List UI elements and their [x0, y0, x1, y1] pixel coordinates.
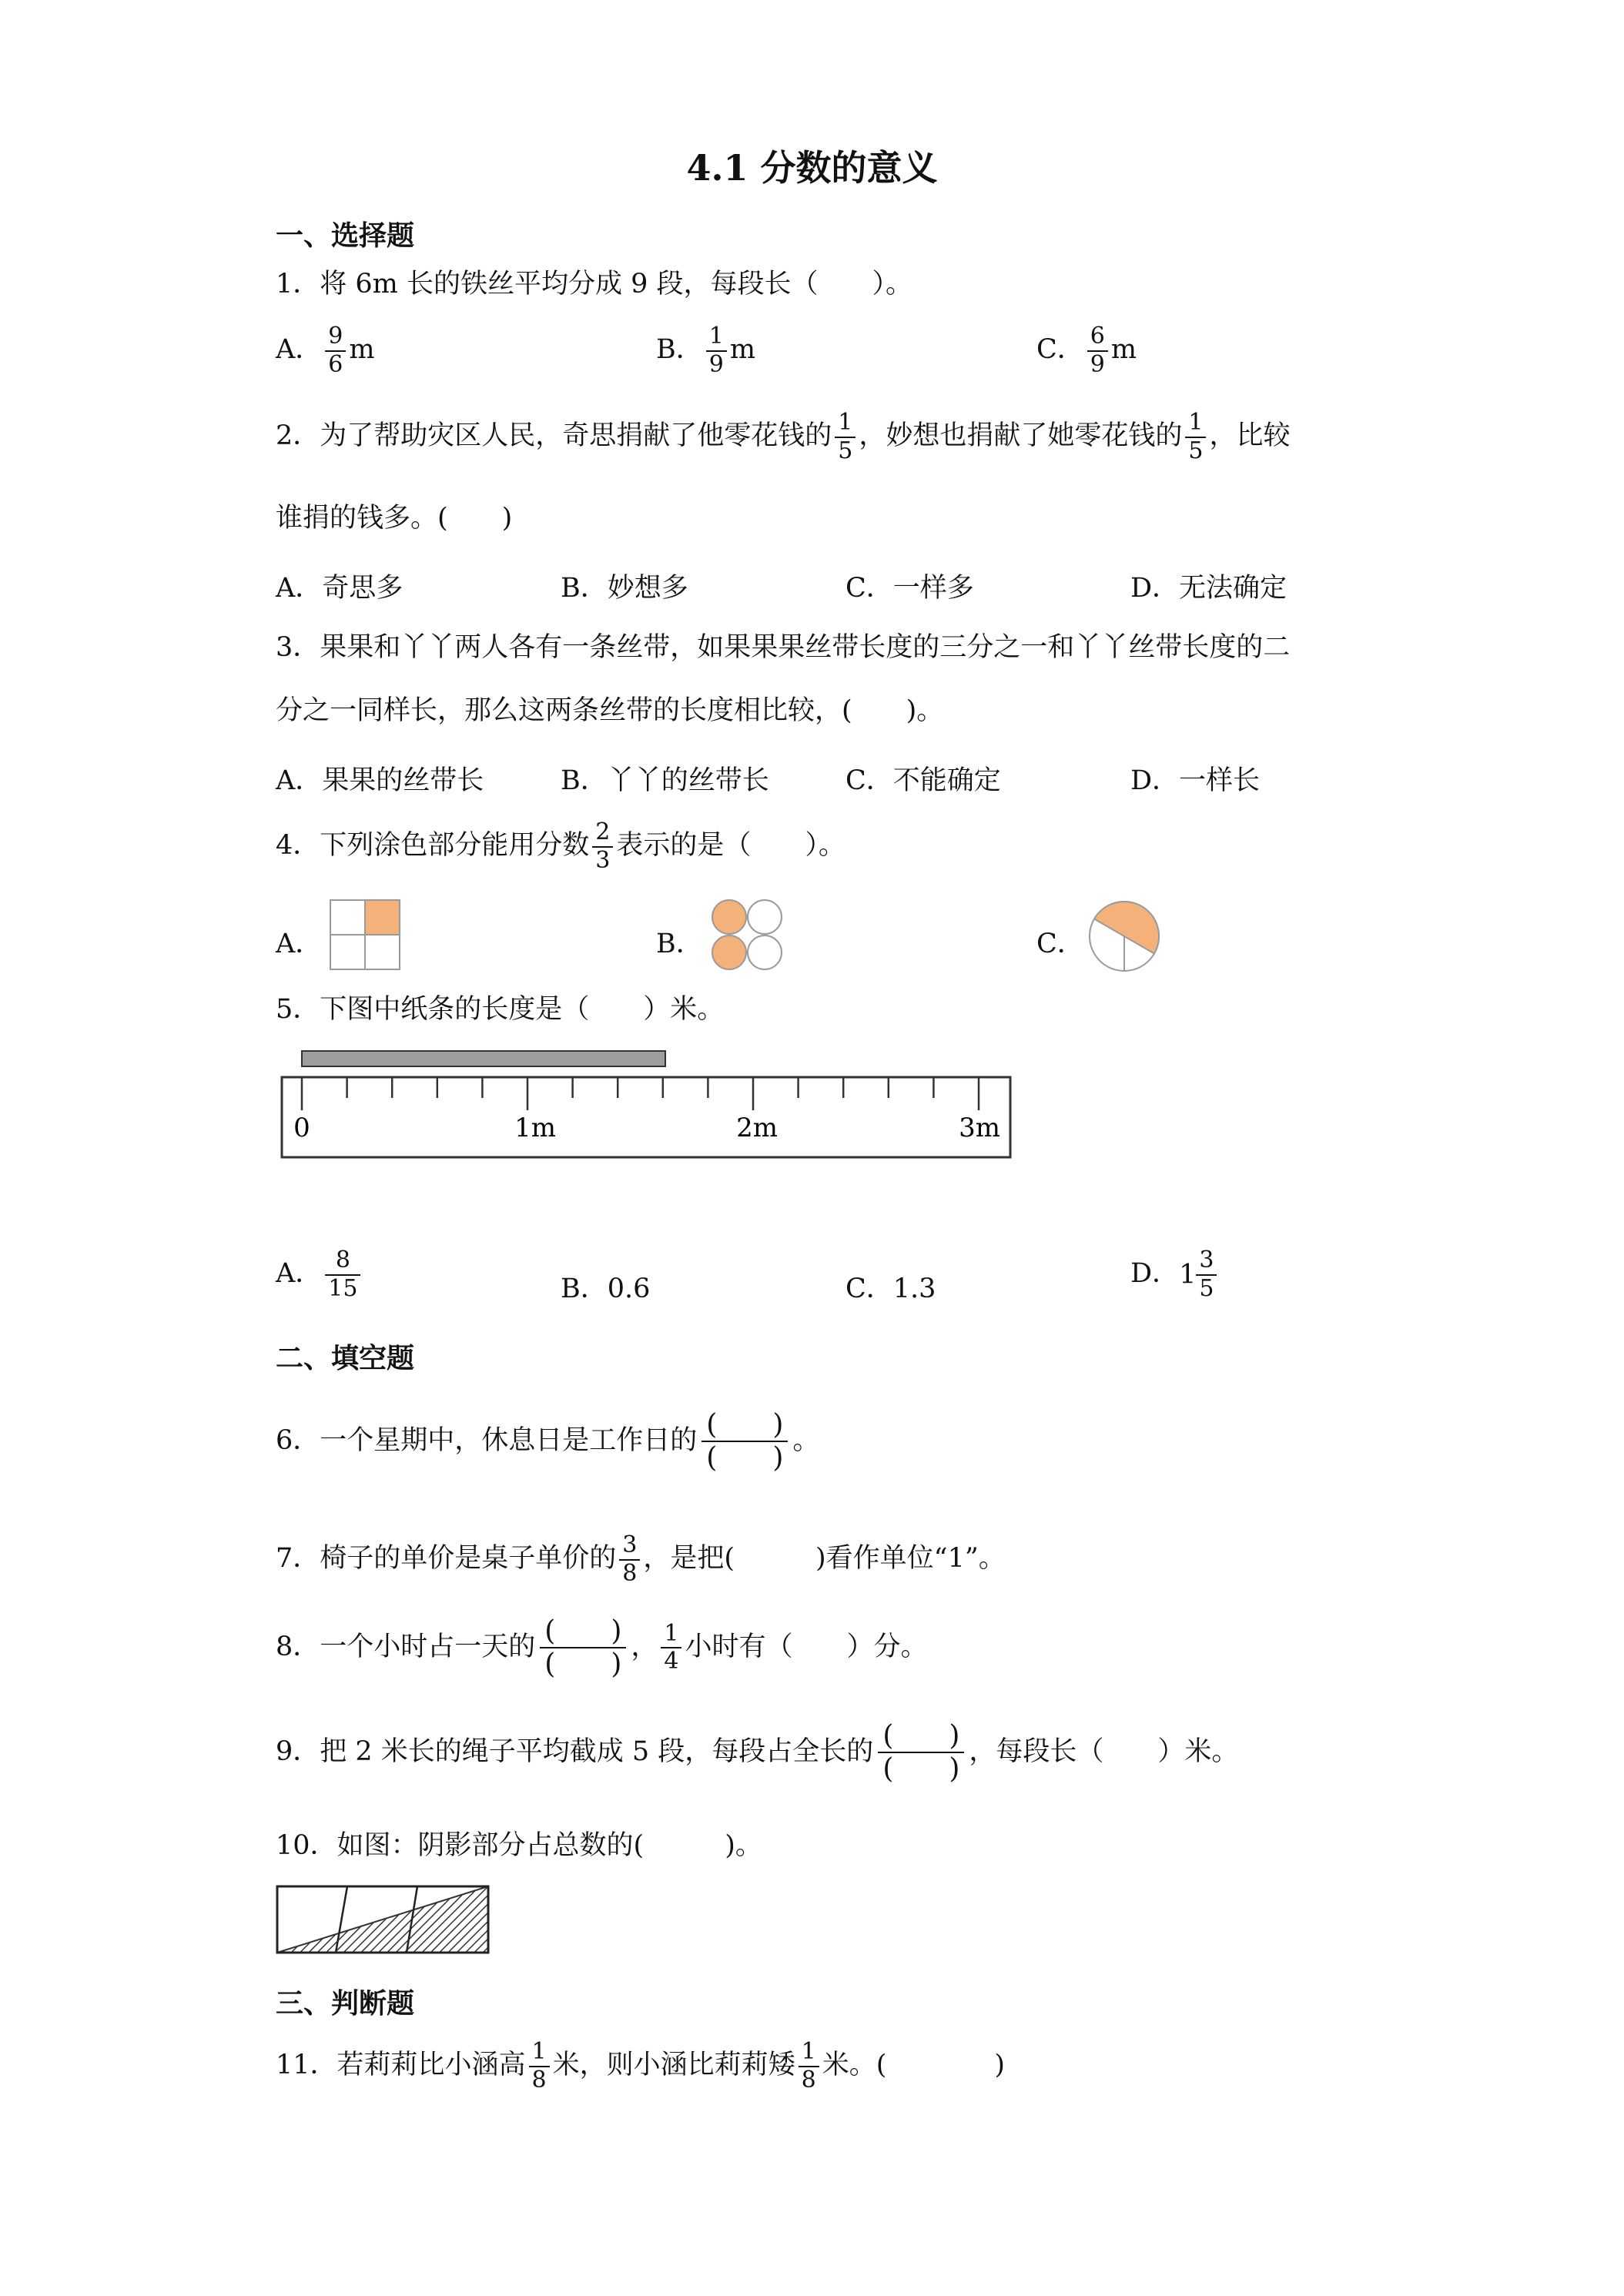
fraction: $\frac{3}{8}$ — [619, 1532, 640, 1587]
ruler-label-3m: 3m — [959, 1113, 1000, 1143]
fraction: $\frac{1}{5}$ — [1185, 410, 1206, 464]
shaded-quarter — [365, 900, 400, 935]
fraction: $\frac{1}{8}$ — [799, 2039, 819, 2094]
q3-option-d[interactable]: D．一样长 — [1130, 765, 1261, 796]
q4-option-c-label[interactable]: C． — [1036, 929, 1084, 959]
shaded-triangle — [277, 1886, 488, 1953]
ruler-body — [282, 1077, 1010, 1157]
question-2: 2．为了帮助灾区人民，奇思捐献了他零花钱的 $\frac{1}{5}$ ，妙想也捐献了她零花钱的 $\frac{1}{5}$ ，比较 — [276, 409, 1291, 464]
question-5: 5．下图中纸条的长度是（ ）米。 — [276, 994, 725, 1025]
ruler-label-1m: 1m — [514, 1113, 556, 1143]
q5-option-c[interactable]: C．1.3 — [845, 1274, 936, 1304]
q5-option-d[interactable]: D．1 $\frac{3}{5}$ — [1130, 1247, 1220, 1302]
q10-shaded-figure — [274, 1882, 493, 1959]
fraction: $\frac{8}{15}$ — [325, 1247, 360, 1302]
q4-figure-pie[interactable] — [1086, 898, 1163, 975]
q1-option-c[interactable]: C． $\frac{6}{9}$ m — [1036, 323, 1137, 378]
question-11: 11．若莉莉比小涵高 $\frac{1}{8}$ 米，则小涵比莉莉矮 $\frac{1}{8}$ 米。( ) — [276, 2038, 1006, 2094]
section-heading-judge: 三、判断题 — [276, 1988, 415, 2020]
question-3: 3．果果和丫丫两人各有一条丝带，如果果果丝带长度的三分之一和丫丫丝带长度的二 — [276, 632, 1291, 663]
fraction-blank[interactable]: ( ) ( ) — [878, 1720, 964, 1786]
q1-option-b[interactable]: B． $\frac{1}{9}$ m — [656, 323, 756, 378]
ruler-label-0: 0 — [293, 1113, 310, 1143]
fraction-blank[interactable]: ( ) ( ) — [540, 1615, 626, 1681]
section-heading-fill: 二、填空题 — [276, 1343, 415, 1374]
q3-option-c[interactable]: C．不能确定 — [845, 765, 1001, 796]
question-10: 10．如图：阴影部分占总数的( )。 — [276, 1830, 762, 1861]
q3-option-b[interactable]: B．丫丫的丝带长 — [561, 765, 769, 796]
q5-option-b[interactable]: B．0.6 — [561, 1274, 651, 1304]
q4-option-a-label[interactable]: A． — [276, 929, 323, 959]
question-7: 7．椅子的单价是桌子单价的 $\frac{3}{8}$ ，是把( )看作单位“1”。 — [276, 1531, 1006, 1587]
fraction: $\frac{1}{5}$ — [835, 410, 856, 464]
question-9: 9．把 2 米长的绳子平均截成 5 段，每段占全长的 ( ) ( ) ，每段长（ ）米。 — [276, 1720, 1239, 1786]
fraction: $\frac{1}{8}$ — [529, 2039, 550, 2094]
question-3-line2: 分之一同样长，那么这两条丝带的长度相比较，( )。 — [276, 695, 944, 726]
question-1: 1．将 6m 长的铁丝平均分成 9 段，每段长（ ）。 — [276, 269, 912, 300]
question-6: 6．一个星期中，休息日是工作日的 ( ) ( ) 。 — [276, 1409, 820, 1474]
q5-option-a[interactable]: A． $\frac{8}{15}$ — [276, 1247, 363, 1302]
q1-option-a[interactable]: A． $\frac{9}{6}$ m — [276, 323, 375, 378]
fraction: $\frac{2}{3}$ — [592, 819, 613, 874]
fraction: $\frac{1}{9}$ — [706, 323, 727, 378]
q4-option-b-label[interactable]: B． — [656, 929, 703, 959]
paper-strip — [302, 1051, 665, 1066]
ruler-label-2m: 2m — [736, 1113, 778, 1143]
q4-figure-square-grid[interactable] — [330, 899, 400, 970]
fraction: $\frac{1}{4}$ — [661, 1621, 681, 1675]
fraction: $\frac{6}{9}$ — [1087, 323, 1108, 378]
fraction: $\frac{9}{6}$ — [325, 323, 346, 378]
q2-option-b[interactable]: B．妙想多 — [561, 573, 688, 604]
section-heading-choice: 一、选择题 — [276, 220, 415, 252]
question-8: 8．一个小时占一天的 ( ) ( ) ， $\frac{1}{4}$ 小时有（ ）分。 — [276, 1615, 928, 1681]
fraction-blank[interactable]: ( ) ( ) — [702, 1409, 788, 1474]
q2-option-a[interactable]: A．奇思多 — [276, 573, 403, 604]
q2-option-c[interactable]: C．一样多 — [845, 573, 974, 604]
ruler-figure — [277, 1050, 1016, 1166]
q4-figure-circles[interactable] — [710, 898, 784, 972]
page-title: 4.1 分数的意义 — [686, 147, 938, 189]
q2-option-d[interactable]: D．无法确定 — [1130, 573, 1287, 604]
question-2-line2: 谁捐的钱多。( ) — [276, 503, 513, 534]
question-4: 4．下列涂色部分能用分数 $\frac{2}{3}$ 表示的是（ ）。 — [276, 818, 845, 874]
fraction: $\frac{3}{5}$ — [1196, 1247, 1217, 1302]
q3-option-a[interactable]: A．果果的丝带长 — [276, 765, 484, 796]
